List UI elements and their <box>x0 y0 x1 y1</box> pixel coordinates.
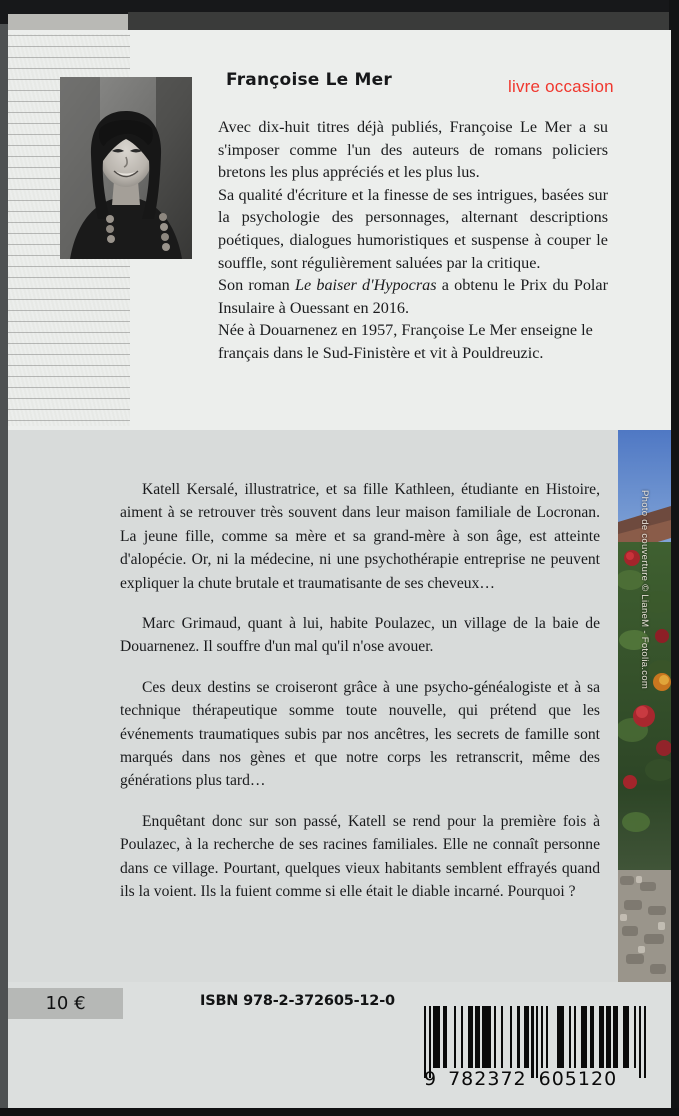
author-name: Françoise Le Mer <box>226 70 392 90</box>
top-edge-spine-shadow <box>128 12 679 30</box>
price-label: 10 € <box>45 993 86 1014</box>
bio-paragraph-4: Née à Douarnenez en 1957, Françoise Le Mer enseigne le français dans le Sud-Finistère et vit à Pouldreuzic. <box>218 321 593 362</box>
synopsis-paragraph-2: Marc Grimaud, quant à lui, habite Poulazec, un village de la baie de Douarnenez. Il souffre d'un mal qu'il n'ose avouer. <box>120 615 600 656</box>
left-edge-shadow <box>0 24 8 1108</box>
photo-credit-text: Photo de couverture © LianeM - Fotolia.com <box>639 490 650 690</box>
synopsis-paragraph-3: Ces deux destins se croiseront grâce à une psycho-généalogiste et à sa technique thérapeutique somme toute nouvelle, qui prétend que les événements traumatiques subis par nos ancêtres, les secrets de famille sont marqués dans nos gènes et que notre corps les retranscrit, même des générations plus tard… <box>120 678 600 790</box>
barcode-lead-digit: 9 <box>424 1068 438 1090</box>
barcode-group-right: 605120 <box>538 1068 618 1090</box>
barcode-digits <box>424 1068 654 1090</box>
livre-occasion-watermark: livre occasion <box>508 77 614 96</box>
bio-paragraph-2: Sa qualité d'écriture et la finesse de ses intrigues, basées sur la psychologie des personnages, alternant descriptions poétiques, dialogues humoristiques et suspense à couper le souffle, sont régulièrement saluées par la critique. <box>218 185 608 272</box>
author-biography <box>218 116 608 365</box>
ean13-barcode <box>424 1006 646 1104</box>
synopsis-paragraph-1: Katell Kersalé, illustratrice, et sa fille Kathleen, étudiante en Histoire, aiment à se retrouver très souvent dans leur maison familiale de Locronan. La jeune fille, comme sa mère et sa grand-mère à son âge, est atteinte d'alopécie. Or, ni la médecine, ni une psychothérapie entreprise ne peuvent expliquer la chute brutale et traumatisante de ses cheveux… <box>120 481 600 592</box>
bottom-edge-shadow <box>0 1108 679 1116</box>
synopsis-text <box>120 478 600 904</box>
synopsis-paragraph-4: Enquêtant donc sur son passé, Katell se rend pour la première fois à Poulazec, à la recherche de ses racines familiales. Elle ne connaît personne dans ce village. Pourtant, quelques vieux habitants semblent effrayés quand ils la voient. Ils la fuient comme si elle était le diable incarné. Pourquoi ? <box>120 812 600 901</box>
bio-paragraph-3: Son roman Le baiser d'Hypocras a obtenu le Prix du Polar Insulaire à Ouessant en 2016. <box>218 276 608 317</box>
author-portrait-photo <box>60 77 192 259</box>
bio-paragraph-1: Avec dix-huit titres déjà publiés, Françoise Le Mer a su s'imposer comme l'un des auteurs de romans policiers bretons les plus appréciés et les plus lus. <box>218 118 608 182</box>
isbn-label: ISBN 978-2-372605-12-0 <box>200 993 395 1009</box>
barcode-group-left: 782372 <box>448 1068 527 1090</box>
book-title-italic: Le baiser d'Hypocras <box>294 276 437 295</box>
